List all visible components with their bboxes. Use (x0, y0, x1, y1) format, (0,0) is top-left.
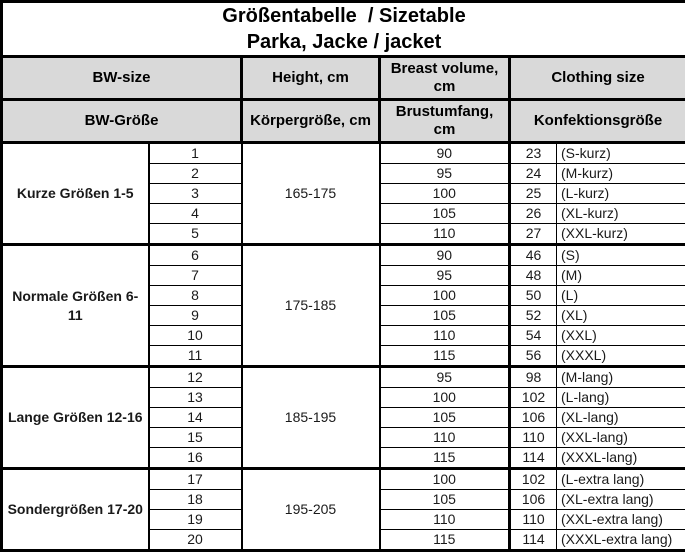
bw-number-cell: 8 (149, 286, 242, 306)
clothing-size-name-cell: (XL-extra lang) (557, 490, 685, 510)
clothing-size-number-cell: 114 (510, 530, 557, 551)
header-row-german (2, 100, 685, 143)
clothing-size-number-cell: 50 (510, 286, 557, 306)
breast-volume-cell: 105 (380, 204, 510, 224)
bw-number-cell: 4 (149, 204, 242, 224)
breast-volume-cell: 110 (380, 428, 510, 448)
clothing-size-name-cell: (XXL-extra lang) (557, 510, 685, 530)
table-row (2, 143, 685, 164)
clothing-size-number-cell: 52 (510, 306, 557, 326)
breast-volume-cell: 100 (380, 388, 510, 408)
breast-volume-cell: 105 (380, 306, 510, 326)
clothing-size-number-cell: 48 (510, 266, 557, 286)
group-label-cell: Sondergrößen 17-20 (2, 469, 149, 551)
clothing-size-name-cell: (L-extra lang) (557, 469, 685, 490)
bw-number-cell: 16 (149, 448, 242, 469)
breast-volume-cell: 100 (380, 286, 510, 306)
header-clothing-size-de: Konfektionsgröße (510, 100, 685, 143)
clothing-size-name-cell: (XXL-kurz) (557, 224, 685, 245)
clothing-size-name-cell: (XL) (557, 306, 685, 326)
header-clothing-size-en: Clothing size (510, 57, 685, 100)
clothing-size-name-cell: (L-kurz) (557, 184, 685, 204)
bw-number-cell: 20 (149, 530, 242, 551)
clothing-size-number-cell: 56 (510, 346, 557, 367)
breast-volume-cell: 95 (380, 164, 510, 184)
clothing-size-number-cell: 102 (510, 388, 557, 408)
clothing-size-name-cell: (XXXL-extra lang) (557, 530, 685, 551)
height-range-cell: 185-195 (242, 367, 380, 469)
header-breast-volume-en: Breast volume, cm (380, 57, 510, 100)
bw-number-cell: 11 (149, 346, 242, 367)
clothing-size-number-cell: 54 (510, 326, 557, 346)
clothing-size-name-cell: (XXXL) (557, 346, 685, 367)
height-range-cell: 195-205 (242, 469, 380, 551)
breast-volume-cell: 95 (380, 367, 510, 388)
bw-number-cell: 12 (149, 367, 242, 388)
clothing-size-number-cell: 106 (510, 408, 557, 428)
bw-number-cell: 18 (149, 490, 242, 510)
bw-number-cell: 6 (149, 245, 242, 266)
title-line-1: Größentabelle / Sizetable (5, 3, 683, 29)
bw-number-cell: 9 (149, 306, 242, 326)
header-bw-groesse: BW-Größe (2, 100, 242, 143)
bw-number-cell: 13 (149, 388, 242, 408)
breast-volume-cell: 110 (380, 510, 510, 530)
breast-volume-cell: 90 (380, 143, 510, 164)
clothing-size-name-cell: (XL-lang) (557, 408, 685, 428)
title-line-2: Parka, Jacke / jacket (5, 29, 683, 55)
breast-volume-cell: 110 (380, 326, 510, 346)
clothing-size-name-cell: (S-kurz) (557, 143, 685, 164)
clothing-size-name-cell: (S) (557, 245, 685, 266)
clothing-size-name-cell: (XL-kurz) (557, 204, 685, 224)
breast-volume-cell: 95 (380, 266, 510, 286)
clothing-size-number-cell: 110 (510, 510, 557, 530)
clothing-size-number-cell: 26 (510, 204, 557, 224)
clothing-size-name-cell: (XXXL-lang) (557, 448, 685, 469)
group-label-cell: Kurze Größen 1-5 (2, 143, 149, 245)
clothing-size-number-cell: 23 (510, 143, 557, 164)
table-row (2, 469, 685, 490)
clothing-size-number-cell: 110 (510, 428, 557, 448)
header-row-english (2, 57, 685, 100)
clothing-size-number-cell: 46 (510, 245, 557, 266)
breast-volume-cell: 90 (380, 245, 510, 266)
breast-volume-cell: 115 (380, 346, 510, 367)
header-breast-volume-de: Brustumfang, cm (380, 100, 510, 143)
clothing-size-number-cell: 27 (510, 224, 557, 245)
bw-number-cell: 10 (149, 326, 242, 346)
breast-volume-cell: 115 (380, 448, 510, 469)
clothing-size-name-cell: (XXL-lang) (557, 428, 685, 448)
group-label-cell: Lange Größen 12-16 (2, 367, 149, 469)
clothing-size-name-cell: (M-lang) (557, 367, 685, 388)
height-range-cell: 175-185 (242, 245, 380, 367)
breast-volume-cell: 105 (380, 408, 510, 428)
clothing-size-name-cell: (M) (557, 266, 685, 286)
bw-number-cell: 19 (149, 510, 242, 530)
header-height-de: Körpergröße, cm (242, 100, 380, 143)
group-label-cell: Normale Größen 6-11 (2, 245, 149, 367)
clothing-size-number-cell: 98 (510, 367, 557, 388)
size-table-body (2, 143, 685, 551)
bw-number-cell: 17 (149, 469, 242, 490)
bw-number-cell: 1 (149, 143, 242, 164)
breast-volume-cell: 100 (380, 469, 510, 490)
bw-number-cell: 14 (149, 408, 242, 428)
clothing-size-name-cell: (M-kurz) (557, 164, 685, 184)
clothing-size-number-cell: 114 (510, 448, 557, 469)
bw-number-cell: 2 (149, 164, 242, 184)
header-height-en: Height, cm (242, 57, 380, 100)
height-range-cell: 165-175 (242, 143, 380, 245)
clothing-size-number-cell: 25 (510, 184, 557, 204)
table-row (2, 245, 685, 266)
breast-volume-cell: 105 (380, 490, 510, 510)
bw-number-cell: 15 (149, 428, 242, 448)
title-row (2, 2, 685, 57)
table-title (2, 2, 685, 57)
breast-volume-cell: 115 (380, 530, 510, 551)
clothing-size-number-cell: 24 (510, 164, 557, 184)
table-row (2, 367, 685, 388)
bw-number-cell: 5 (149, 224, 242, 245)
bw-number-cell: 7 (149, 266, 242, 286)
clothing-size-number-cell: 102 (510, 469, 557, 490)
clothing-size-name-cell: (L-lang) (557, 388, 685, 408)
header-bw-size: BW-size (2, 57, 242, 100)
clothing-size-name-cell: (L) (557, 286, 685, 306)
breast-volume-cell: 100 (380, 184, 510, 204)
clothing-size-number-cell: 106 (510, 490, 557, 510)
bw-number-cell: 3 (149, 184, 242, 204)
breast-volume-cell: 110 (380, 224, 510, 245)
clothing-size-name-cell: (XXL) (557, 326, 685, 346)
